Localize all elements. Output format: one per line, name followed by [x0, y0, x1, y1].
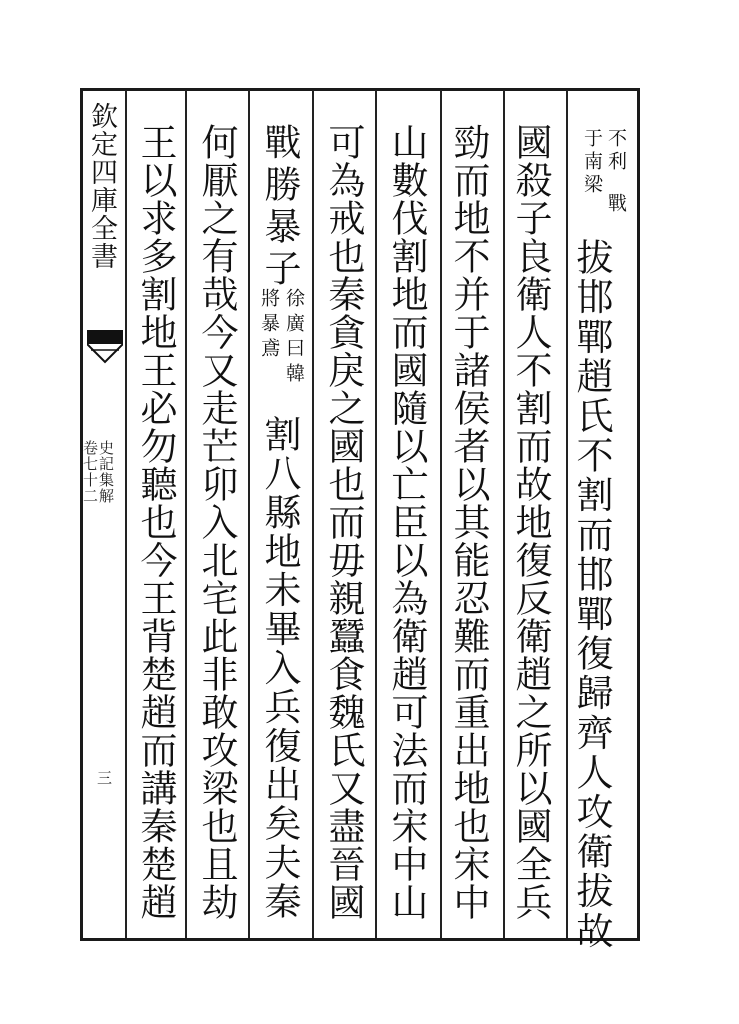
frame-right-rule — [637, 88, 640, 941]
column-rule — [125, 90, 127, 938]
column-rule — [566, 90, 568, 938]
frame-bottom-rule — [80, 938, 640, 941]
fishtail-ornament — [87, 330, 123, 370]
margin-title: 欽定四庫全書 — [86, 102, 117, 270]
column-rule — [440, 90, 442, 938]
margin-page-number: 三 — [95, 770, 113, 786]
column-rule — [248, 90, 250, 938]
annotation-column-1b: 戰 — [605, 193, 627, 216]
frame-top-rule — [80, 88, 640, 91]
annotation-column-1a: 不利 — [605, 128, 627, 174]
margin-book-title: 史記集解 — [97, 440, 115, 504]
column-rule — [375, 90, 377, 938]
text-column-3: 勁而地不并于諸侯者以其能忍難而重出地也宋中 — [447, 123, 490, 921]
text-column-5: 可為戒也秦貪戾之國也而毋親蠶食魏氏又盡晉國 — [322, 123, 365, 921]
annotation-column-1c: 于南梁 — [581, 128, 603, 197]
column-rule — [503, 90, 505, 938]
text-column-7: 何厭之有哉今又走芒卯入北宅此非敢攻梁也且劫 — [195, 123, 238, 921]
text-column-1: 拔邯鄲趙氏不割而邯鄲復歸齊人攻衛拔故 — [570, 238, 613, 951]
column-rule — [185, 90, 187, 938]
text-column-8: 王以求多割地王必勿聽也今王背楚趙而講秦楚趙 — [134, 123, 177, 921]
text-column-6b: 割八縣地未畢入兵復出矣夫秦 — [258, 415, 301, 921]
text-column-6a: 戰勝暴子 — [258, 123, 301, 291]
column-rule — [312, 90, 314, 938]
margin-volume: 卷七十二 — [81, 440, 99, 504]
annotation-column-6a: 徐廣曰韓 — [283, 288, 305, 388]
frame-left-rule — [80, 88, 83, 941]
annotation-column-6b: 將暴鳶 — [258, 288, 280, 363]
text-column-4: 山數伐割地而國隨以亡臣以為衛趙可法而宋中山 — [385, 123, 428, 921]
text-column-2: 國殺子良衛人不割而故地復反衛趙之所以國全兵 — [509, 123, 552, 921]
